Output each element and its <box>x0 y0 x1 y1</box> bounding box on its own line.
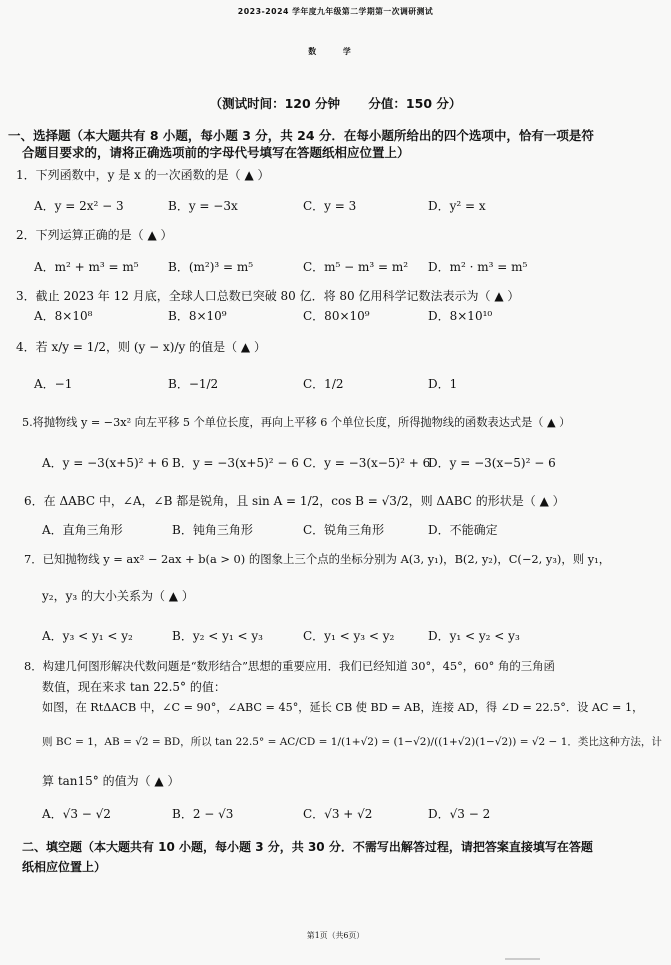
section-1-heading-cont: 合题目要求的，请将正确选项前的字母代号填写在答题纸相应位置上） <box>22 145 410 160</box>
q7-option-a: A．y₃ < y₁ < y₂ <box>42 629 133 643</box>
question-7: 7．已知抛物线 y = ax² − 2ax + b(a > 0) 的图象上三个点的坐标分别为 A(3, y₁)，B(2, y₂)，C(−2, y₃)，则 y₁， <box>24 552 611 566</box>
question-5: 5.将抛物线 y = −3x² 向左平移 5 个单位长度，再向上平移 6 个单位长度，所得抛物线的函数表达式是（ ▲ ） <box>22 416 571 429</box>
q6-option-d: D．不能确定 <box>428 523 498 537</box>
q6-option-b: B．钝角三角形 <box>172 523 253 537</box>
q2-option-a: A．m² + m³ = m⁵ <box>34 260 139 274</box>
q2-option-d: D．m² · m³ = m⁵ <box>428 260 528 274</box>
scan-mark <box>505 958 540 960</box>
question-8: 8．构建几何图形解决代数问题是“数形结合”思想的重要应用．我们已经知道 30°，45°，60° 角的三角函 <box>24 659 555 673</box>
question-8-line-5: 算 tan15° 的值为（ ▲ ） <box>42 774 180 788</box>
q5-option-d: D．y = −3(x−5)² − 6 <box>428 456 556 470</box>
q2-option-c: C．m⁵ − m³ = m² <box>303 260 409 274</box>
exam-score: 分值：150 分） <box>368 96 462 111</box>
q3-option-a: A．8×10⁸ <box>34 309 93 323</box>
q7-option-b: B．y₂ < y₁ < y₃ <box>172 629 263 643</box>
subject-title: 数 学 <box>308 47 363 56</box>
q5-option-b: B．y = −3(x+5)² − 6 <box>172 456 299 470</box>
q3-option-d: D．8×10¹⁰ <box>428 309 493 323</box>
section-1-heading: 一、选择题（本大题共有 8 小题，每小题 3 分，共 24 分．在每小题所给出的四个选项中，恰有一项是符 <box>8 128 594 143</box>
q1-option-a: A．y = 2x² − 3 <box>34 199 124 213</box>
q5-option-c: C．y = −3(x−5)² + 6 <box>303 456 431 470</box>
question-4: 4．若 x/y = 1/2，则 (y − x)/y 的值是（ ▲ ） <box>16 340 266 354</box>
question-8-line-4: 则 BC = 1，AB = √2 = BD，所以 tan 22.5° = AC/CD = 1/(1+√2) = (1−√2)/((1+√2)(1−√2)) = √2 − 1．类比这种方法，计 <box>42 736 662 748</box>
question-3: 3．截止 2023 年 12 月底，全球人口总数已突破 80 亿．将 80 亿用科学记数法表示为（ ▲ ） <box>16 289 520 303</box>
q3-option-b: B．8×10⁹ <box>168 309 227 323</box>
question-7-cont: y₂，y₃ 的大小关系为（ ▲ ） <box>42 589 194 603</box>
q7-option-d: D．y₁ < y₂ < y₃ <box>428 629 520 643</box>
q1-option-b: B．y = −3x <box>168 199 238 213</box>
question-6: 6．在 ΔABC 中，∠A，∠B 都是锐角，且 sin A = 1/2，cos B = √3/2，则 ΔABC 的形状是（ ▲ ） <box>24 494 565 508</box>
section-2-heading: 二、填空题（本大题共有 10 小题，每小题 3 分，共 30 分．不需写出解答过程，请把答案直接填写在答题 <box>22 840 593 854</box>
q8-option-a: A．√3 − √2 <box>42 807 111 821</box>
q8-option-b: B．2 − √3 <box>172 807 234 821</box>
page-footer: 第1页（共6页） <box>306 931 365 940</box>
q3-option-c: C．80×10⁹ <box>303 309 370 323</box>
exam-info <box>0 94 671 112</box>
q6-option-a: A．直角三角形 <box>42 523 123 537</box>
q4-option-a: A．−1 <box>34 377 73 391</box>
q1-option-d: D．y² = x <box>428 199 486 213</box>
q8-option-c: C．√3 + √2 <box>303 807 373 821</box>
q4-option-c: C．1/2 <box>303 377 344 391</box>
question-2: 2．下列运算正确的是（ ▲ ） <box>16 228 173 242</box>
q5-option-a: A．y = −3(x+5)² + 6 <box>42 456 169 470</box>
q2-option-b: B．(m²)³ = m⁵ <box>168 260 254 274</box>
question-8-line-3: 如图，在 RtΔACB 中，∠C = 90°，∠ABC = 45°，延长 CB 使 BD = AB，连接 AD，得 ∠D = 22.5°．设 AC = 1， <box>42 701 644 714</box>
q8-option-d: D．√3 − 2 <box>428 807 491 821</box>
q7-option-c: C．y₁ < y₃ < y₂ <box>303 629 395 643</box>
q4-option-b: B．−1/2 <box>168 377 219 391</box>
exam-title: 2023-2024 学年度九年级第二学期第一次调研测试 <box>237 7 434 16</box>
section-2-heading-cont: 纸相应位置上） <box>22 860 107 874</box>
question-1: 1．下列函数中，y 是 x 的一次函数的是（ ▲ ） <box>16 168 270 182</box>
q4-option-d: D．1 <box>428 377 458 391</box>
question-8-line-2: 数值，现在来求 tan 22.5° 的值： <box>42 680 226 694</box>
q1-option-c: C．y = 3 <box>303 199 357 213</box>
exam-time: （测试时间：120 分钟 <box>209 96 341 111</box>
q6-option-c: C．锐角三角形 <box>303 523 385 537</box>
